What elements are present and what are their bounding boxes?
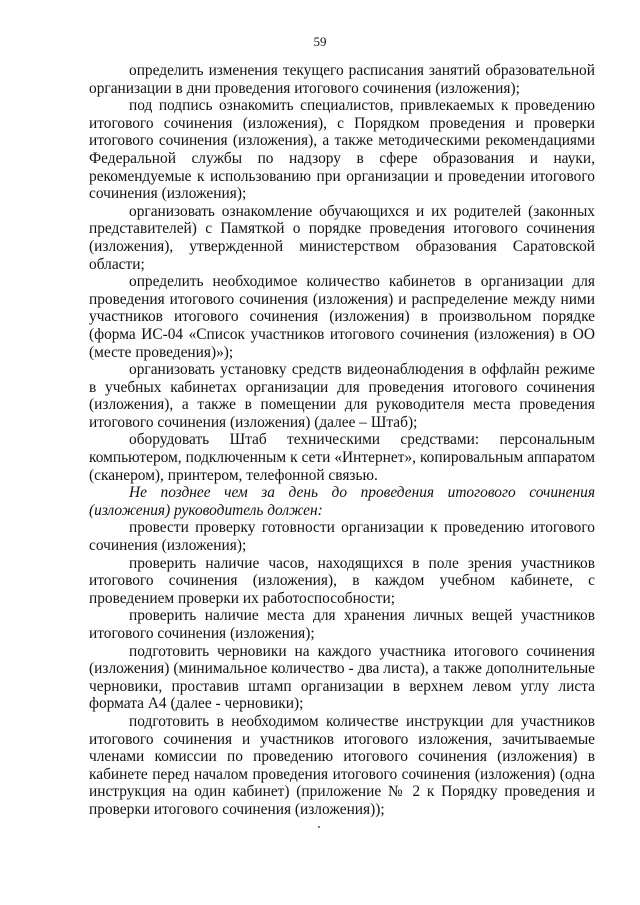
paragraph: подготовить в необходимом количестве инструкции для участников итогового сочинения и участников итогового изложения, зачитываемые членами комиссии по проведению итогового сочинения (изложения) в кабинете перед началом проведения итогового сочинения (изложения) (одна инструкция на один кабинет) (приложение № 2 к Порядку проведения и проверки итогового сочинения (изложения)); [89, 712, 595, 818]
scan-dot [318, 826, 320, 828]
paragraph: организовать установку средств видеонаблюдения в оффлайн режиме в учебных кабинетах организации для проведения итогового сочинения (изложения), а также в помещении для руководителя места проведения итогового сочинения (изложения) (далее – Штаб); [89, 361, 595, 431]
paragraph: оборудовать Штаб техническими средствами: персональным компьютером, подключенным к сети «Интернет», копировальным аппаратом (сканером), принтером, телефонной связью. [89, 431, 595, 484]
paragraph: проверить наличие места для хранения личных вещей участников итогового сочинения (изложения); [89, 607, 595, 642]
italic-heading-paragraph: Не позднее чем за день до проведения итогового сочинения (изложения) руководитель должен: [89, 484, 595, 519]
paragraph: организовать ознакомление обучающихся и их родителей (законных представителей) с Памяткой о порядке проведения итогового сочинения (изложения), утвержденной министерством образования Саратовской области; [89, 202, 595, 273]
paragraph: проверить наличие часов, находящихся в поле зрения участников итогового сочинения (изложения), в каждом учебном кабинете, с проведением проверки их работоспособности; [89, 554, 595, 607]
paragraph: подготовить черновики на каждого участника итогового сочинения (изложения) (минимальное количество - два листа), а также дополнительные черновики, проставив штамп организации в верхнем левом углу листа формата А4 (далее - черновики); [89, 642, 595, 713]
page-number: 59 [313, 34, 327, 49]
paragraph: провести проверку готовности организации к проведению итогового сочинения (изложения); [89, 519, 595, 555]
paragraph: под подпись ознакомить специалистов, привлекаемых к проведению итогового сочинения (изложения), с Порядком проведения и проверки итогового сочинения (изложения), а также методическими рекомендациями Федеральной службы по надзору в сфере образования и науки, рекомендуемые к использованию при организации и проведении итогового сочинения (изложения); [89, 97, 595, 203]
paragraph: определить необходимое количество кабинетов в организации для проведения итогового сочинения (изложения) и распределение между ними участников итогового сочинения (изложения) в произвольном порядке (форма ИС-04 «Список участников итогового сочинения (изложения) в ОО (месте проведения)»); [89, 273, 595, 361]
document-body [89, 62, 595, 819]
paragraph: определить изменения текущего расписания занятий образовательной организации в дни проведения итогового сочинения (изложения); [89, 62, 595, 97]
